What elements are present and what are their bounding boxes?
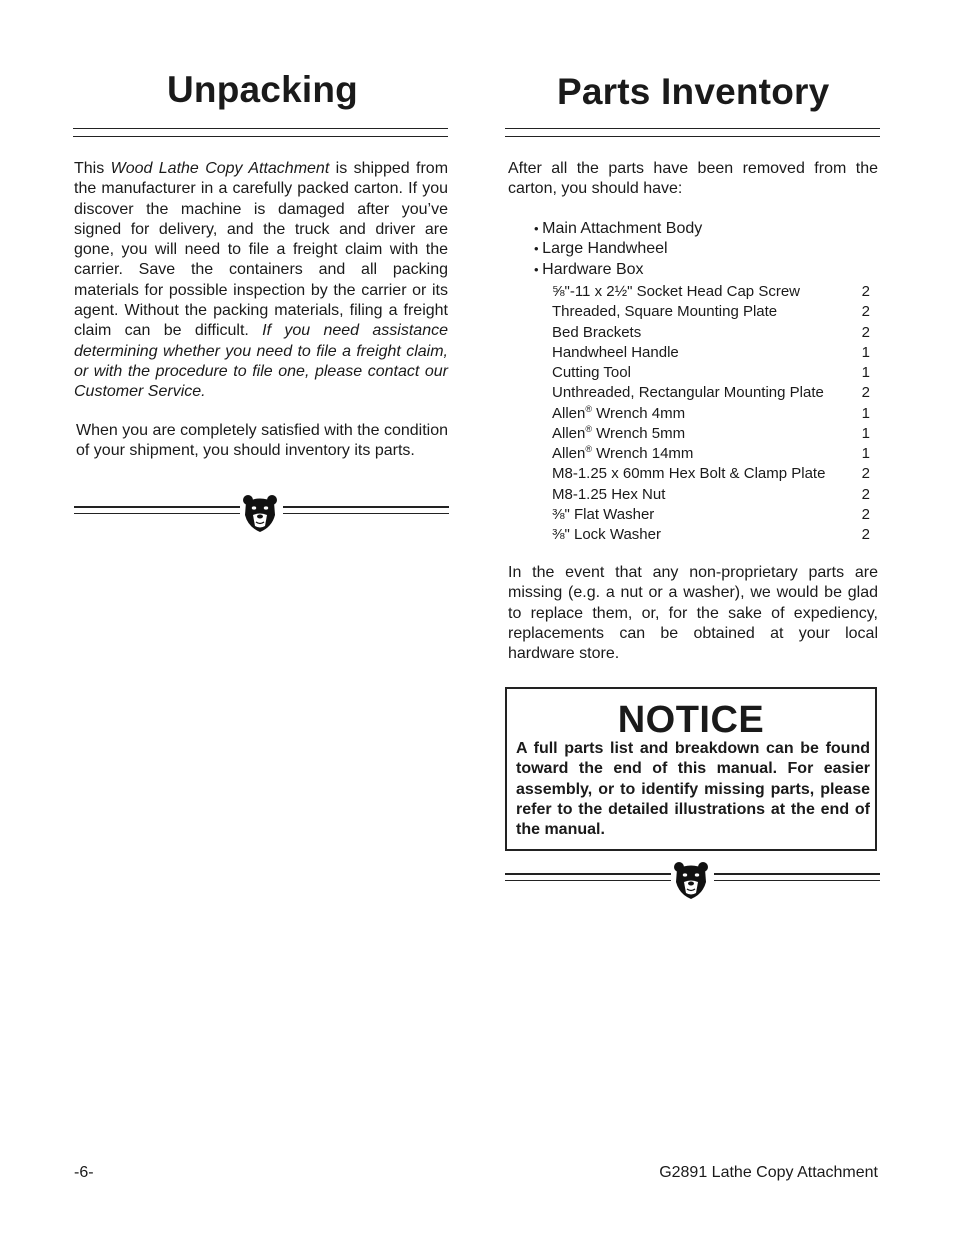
section-divider — [505, 860, 879, 900]
registered-mark: ® — [585, 444, 592, 454]
part-row — [552, 505, 870, 525]
part-row — [552, 485, 870, 505]
part-quantity: 1 — [861, 364, 870, 381]
assistance-note: If you need assistance determining whether you need to file a freight claim, or with the procedure to file one, please contact our Customer Service. — [74, 322, 448, 401]
bear-logo-icon — [673, 860, 709, 900]
unpacking-title: Unpacking — [167, 69, 358, 110]
title-rule — [73, 128, 448, 137]
section-divider — [74, 493, 448, 533]
part-name: Threaded, Square Mounting Plate — [552, 303, 778, 321]
list-item: • Hardware Box — [534, 260, 702, 280]
part-name: M8-1.25 x 60mm Hex Bolt & Clamp Plate — [552, 465, 826, 483]
part-name: Handwheel Handle — [552, 343, 679, 361]
title-rule — [505, 128, 880, 137]
part-quantity: 1 — [861, 343, 870, 361]
document-name: G2891 Lathe Copy Attachment — [659, 1164, 878, 1181]
inventory-instruction: When you are completely satisfied with the condition of your shipment, you should inventory its parts. — [76, 422, 448, 460]
divider-line — [505, 873, 671, 881]
part-quantity: 2 — [861, 505, 870, 523]
parts-inventory-title: Parts Inventory — [557, 71, 830, 112]
part-row — [552, 302, 870, 322]
part-quantity: 2 — [861, 323, 870, 341]
list-item: • Large Handwheel — [534, 239, 702, 259]
part-quantity: 2 — [861, 465, 870, 483]
hardware-box-list — [552, 282, 870, 545]
part-row — [552, 444, 870, 464]
divider-line — [74, 506, 240, 514]
part-quantity: 2 — [861, 283, 870, 300]
part-quantity: 2 — [861, 485, 870, 503]
part-name: Unthreaded, Rectangular Mounting Plate — [552, 384, 824, 402]
part-row — [552, 383, 870, 403]
inventory-intro: After all the parts have been removed from the carton, you should have: — [508, 160, 878, 198]
part-row — [552, 424, 870, 444]
part-row — [552, 343, 870, 363]
product-name: Wood Lathe Copy Attachment — [110, 160, 330, 177]
part-row — [552, 464, 870, 484]
part-quantity: 2 — [861, 526, 870, 543]
part-quantity: 1 — [861, 445, 870, 462]
notice-title: NOTICE — [617, 699, 765, 741]
part-name: M8-1.25 Hex Nut — [552, 485, 666, 503]
part-name: Allen® Wrench 5mm — [552, 423, 686, 442]
part-row — [552, 363, 870, 383]
part-name: Allen® Wrench 14mm — [552, 444, 694, 462]
part-quantity: 1 — [861, 424, 870, 442]
registered-mark: ® — [585, 403, 592, 414]
part-name: Allen® Wrench 4mm — [552, 403, 686, 422]
part-name: ⅝"-11 x 2½" Socket Head Cap Screw — [552, 283, 800, 300]
text-span: is shipped from the manufacturer in a carefully packed carton. If you discover the machine is damaged after you’ve signed for delivery, and the truck and driver are gone, you will need to file a freight claim with the carrier. Save the containers and all packing materials for possible inspection by the carrier or its agent. Without the packing materials, filing a freight claim can be difficult. — [74, 160, 449, 340]
main-parts-list — [534, 219, 702, 280]
part-row — [552, 282, 870, 302]
part-name: ⅜" Flat Washer — [552, 505, 655, 523]
part-quantity: 2 — [861, 384, 870, 402]
notice-box — [505, 687, 877, 851]
part-row — [552, 323, 870, 343]
part-name: Bed Brackets — [552, 323, 642, 341]
part-row — [552, 525, 870, 545]
registered-mark: ® — [585, 423, 592, 434]
part-row — [552, 404, 870, 424]
divider-line — [283, 506, 449, 514]
part-quantity: 2 — [861, 303, 870, 321]
unpacking-paragraph — [74, 159, 448, 403]
divider-line — [714, 873, 880, 881]
page-number: -6- — [74, 1164, 94, 1181]
part-quantity: 1 — [861, 404, 870, 422]
part-name: Cutting Tool — [552, 364, 631, 381]
list-item: • Main Attachment Body — [534, 219, 702, 239]
part-name: ⅜" Lock Washer — [552, 526, 661, 543]
bear-logo-icon — [242, 493, 278, 533]
missing-parts-paragraph: In the event that any non-proprietary parts are missing (e.g. a nut or a washer), we would be glad to replace them, or, for the sake of expediency, replacements can be obtained at your local hardware store. — [508, 564, 878, 663]
text-span: This — [74, 160, 111, 177]
notice-text: A full parts list and breakdown can be found toward the end of this manual. For easier assembly, or to identify missing parts, please refer to the detailed illustrations at the end of the manual. — [516, 740, 870, 839]
